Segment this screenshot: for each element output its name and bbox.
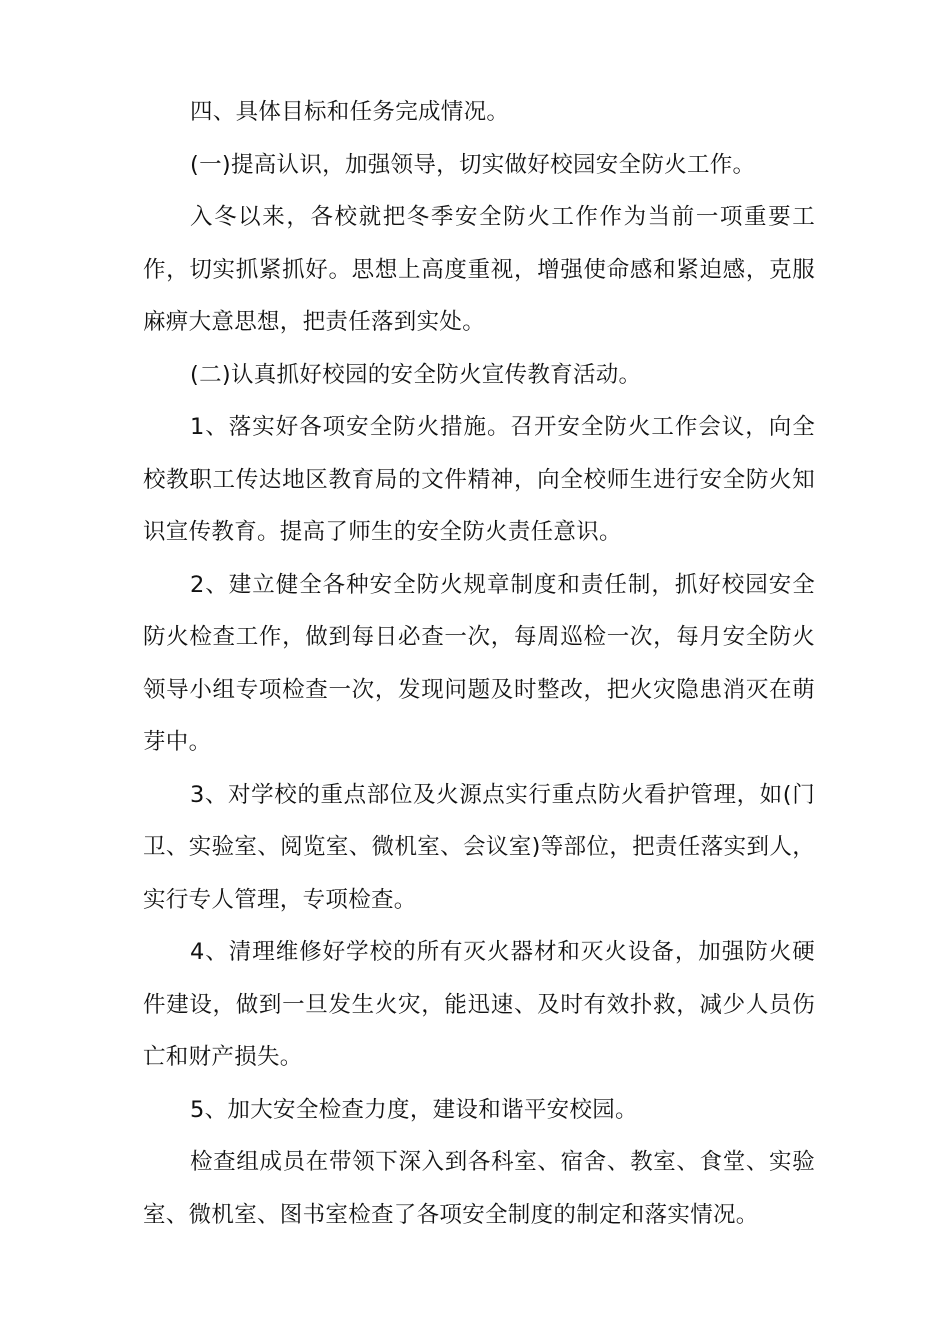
section-heading-4: 四、具体目标和任务完成情况。	[190, 99, 510, 125]
subsection-heading-1: (一)提高认识，加强领导，切实做好校园安全防火工作。	[190, 151, 756, 178]
list-item-3: 3、对学校的重点部位及火源点实行重点防火看护管理，如(门卫、实验室、阅览室、微机室、会议室)等部位，把责任落实到人，实行专人管理，专项检查。	[143, 781, 815, 913]
paragraph-winter-safety: 入冬以来，各校就把冬季安全防火工作作为当前一项重要工作，切实抓紧抓好。思想上高度重视，增强使命感和紧迫感，克服麻痹大意思想，把责任落到实处。	[143, 204, 815, 335]
list-item-1: 1、落实好各项安全防火措施。召开安全防火工作会议，向全校教职工传达地区教育局的文件精神，向全校师生进行安全防火知识宣传教育。提高了师生的安全防火责任意识。	[143, 414, 815, 545]
paragraph-inspection: 检查组成员在带领下深入到各科室、宿舍、教室、食堂、实验室、微机室、图书室检查了各项安全制度的制定和落实情况。	[143, 1149, 815, 1228]
list-item-5: 5、加大安全检查力度，建设和谐平安校园。	[190, 1096, 638, 1123]
document-body	[143, 86, 815, 1241]
list-item-4: 4、清理维修好学校的所有灭火器材和灭火设备，加强防火硬件建设，做到一旦发生火灾，能迅速、及时有效扑救，减少人员伤亡和财产损失。	[143, 939, 815, 1070]
list-item-2: 2、建立健全各种安全防火规章制度和责任制，抓好校园安全防火检查工作，做到每日必查一次，每周巡检一次，每月安全防火领导小组专项检查一次，发现问题及时整改，把火灾隐患消灭在萌芽中。	[143, 571, 815, 755]
subsection-heading-2: (二)认真抓好校园的安全防火宣传教育活动。	[190, 361, 642, 388]
